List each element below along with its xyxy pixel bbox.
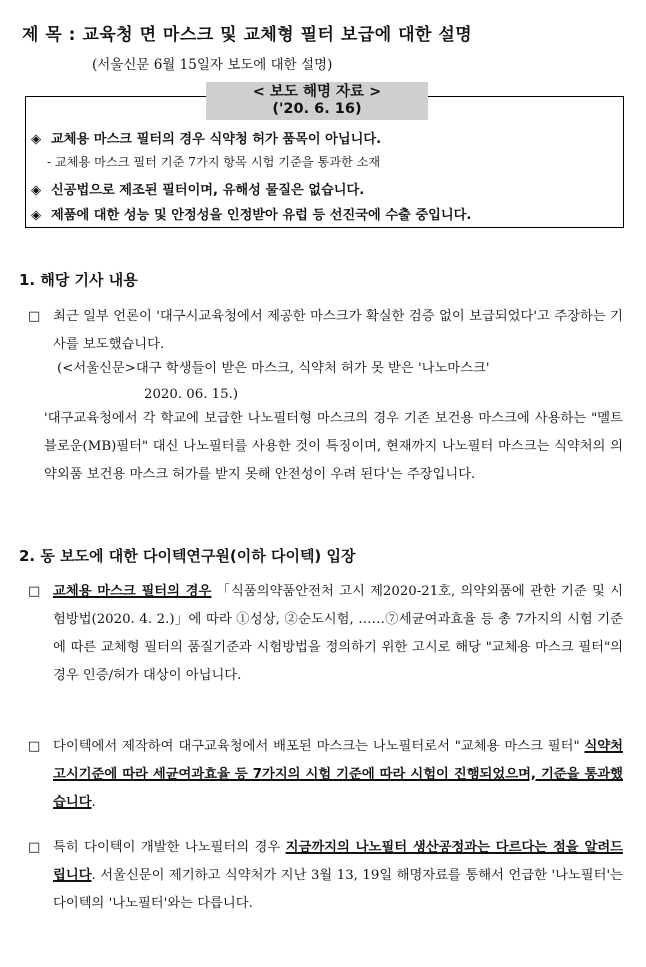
summary-point-text: 제품에 대한 성능 및 안정성을 인정받아 유럽 등 선진국에 수출 중입니다. bbox=[51, 208, 472, 223]
checkbox-icon: □ bbox=[28, 840, 41, 855]
checkbox-icon: □ bbox=[28, 739, 41, 754]
summary-point-text: 신공법으로 제조된 필터이며, 유해성 물질은 없습니다. bbox=[51, 183, 365, 198]
citation-line-2: 2020. 06. 15.) bbox=[144, 387, 239, 402]
document-subtitle: (서울신문 6월 15일자 보도에 대한 설명) bbox=[92, 57, 333, 73]
summary-box-date: ('20. 6. 16) bbox=[272, 101, 362, 117]
emphasis-text: 지금까지의 나노필터 생산공정과는 다르다는 점을 알려드립니다 bbox=[53, 840, 624, 883]
summary-sub-point: - 교체용 마스크 필터 기준 7가지 항목 시험 기준을 통과한 소재 bbox=[47, 155, 381, 169]
section1-quote: '대구교육청에서 각 학교에 보급한 나노필터형 마스크의 경우 기존 보건용 마스크에 사용하는 "멜트블로운(MB)필터" 대신 나노필터를 사용한 것이 특징이며, 현재까지 나노필터 마스크는 식약처의 의약외품 보건용 마스크 허가를 받지 못해 안전성이 우려 된다'는 주장입니다. bbox=[44, 411, 623, 482]
body-text: 「식품의약품안전처 고시 제2020-21호, 의약외품에 관한 기준 및 시험방법(2020. 4. 2.)」에 따라 ①성상, ②순도시험, ……⑦세균여과효율 등 총 7가지의 시험 기준에 따른 교체형 필터의 품질기준과 시험방법을 정의하기 위한 고시로 해당 "교체용 마스크 필터"의 경우 인증/허가 대상이 아닙니다. bbox=[53, 584, 623, 683]
section1-paragraph: 최근 일부 언론이 '대구시교육청에서 제공한 마스크가 확실한 검증 없이 보급되었다'고 주장하는 기사를 보도했습니다. bbox=[53, 309, 623, 352]
emphasis-text: 교체용 마스크 필터의 경우 bbox=[53, 584, 212, 599]
citation-line-1: (<서울신문>대구 학생들이 받은 마스크, 식약처 허가 못 받은 '나노마스크' bbox=[57, 361, 490, 376]
body-text: 다이텍에서 제작하여 대구교육청에서 배포된 마스크는 나노필터로서 "교체용 마스크 필터" bbox=[53, 739, 585, 754]
section2-item-1 bbox=[53, 578, 623, 690]
section1-heading: 1. 해당 기사 내용 bbox=[19, 271, 138, 289]
diamond-bullet-icon: ◈ bbox=[31, 208, 42, 223]
section2-heading: 2. 동 보도에 대한 다이텍연구원(이하 다이텍) 입장 bbox=[19, 547, 356, 565]
diamond-bullet-icon: ◈ bbox=[31, 132, 42, 147]
body-text: 특히 다이텍이 개발한 나노필터의 경우 bbox=[53, 840, 286, 855]
summary-point-text: 교체용 마스크 필터의 경우 식약청 허가 품목이 아닙니다. bbox=[51, 132, 382, 147]
document-title: 제 목 : 교육청 면 마스크 및 교체형 필터 보급에 대한 설명 bbox=[22, 25, 473, 45]
summary-point-1 bbox=[31, 128, 381, 147]
emphasis-text: 식약처 고시기준에 따라 세균여과효율 등 7가지의 시험 기준에 따라 시험이 진행되었으며, 기준을 통과했습니다 bbox=[53, 739, 623, 810]
checkbox-icon: □ bbox=[28, 584, 41, 599]
summary-box-title: < 보도 해명 자료 > bbox=[252, 84, 382, 100]
body-text-end: . 서울신문이 제기하고 식약처가 지난 3월 13, 19일 해명자료를 통해서 언급한 '나노필터'는 다이텍의 '나노필터'와는 다릅니다. bbox=[53, 868, 623, 911]
summary-point-3 bbox=[31, 204, 471, 223]
summary-box-label bbox=[206, 82, 428, 120]
section2-item-3 bbox=[53, 834, 623, 918]
body-text-end: . bbox=[91, 795, 96, 810]
checkbox-icon: □ bbox=[28, 309, 41, 324]
diamond-bullet-icon: ◈ bbox=[31, 183, 42, 198]
section2-item-2 bbox=[53, 733, 623, 817]
summary-point-2 bbox=[31, 179, 364, 198]
